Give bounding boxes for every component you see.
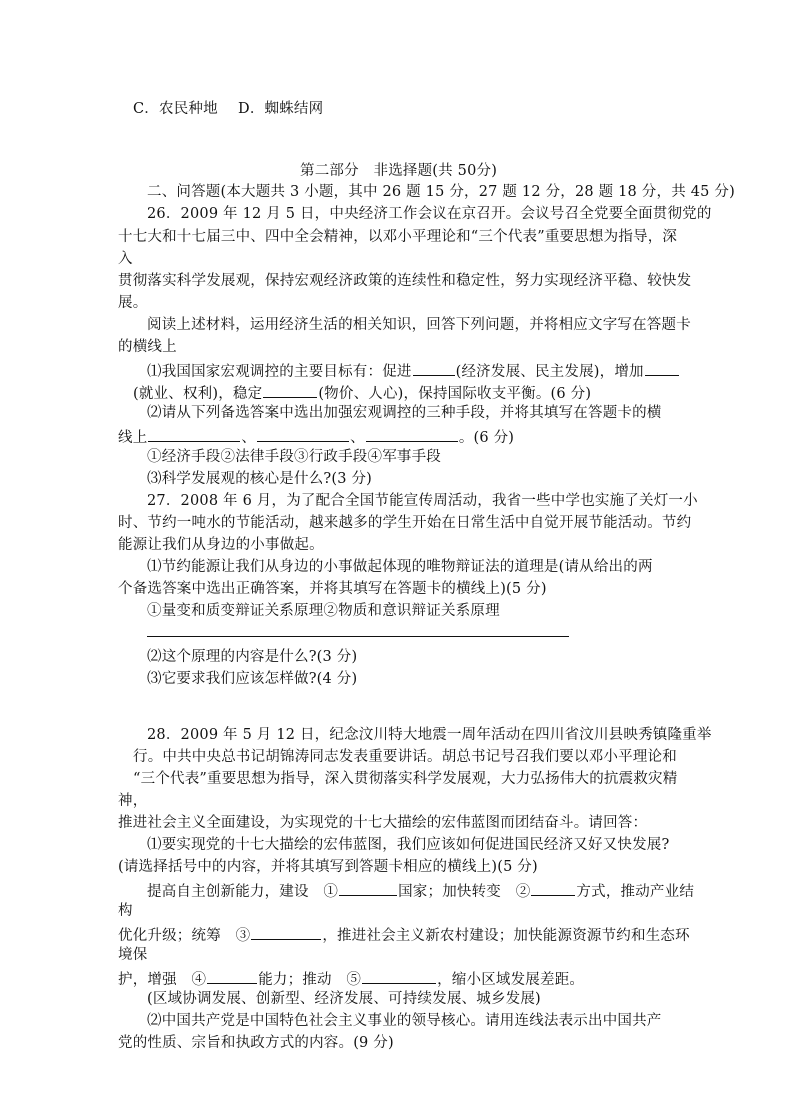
answer-blank-9[interactable] bbox=[251, 924, 321, 940]
q26-intro1: 阅读上述材料，运用经济生活的相关知识，回答下列问题，并将相应文字写在答题卡 bbox=[147, 317, 691, 333]
q26-sub1-text-d: (物价、人心)，保持国际收支平衡。(6 分) bbox=[318, 386, 592, 402]
section-heading: 二、问答题(本大题共 3 小题，其中 26 题 15 分，27 题 12 分，28 题 18 分，共 45 分) bbox=[147, 184, 735, 200]
q28-line5: 推进社会主义全面建设，为实现党的十七大描绘的宏伟蓝图而团结奋斗。请回答： bbox=[118, 815, 648, 831]
q27-options: ①量变和质变辩证关系原理②物质和意识辩证关系原理 bbox=[147, 603, 500, 619]
q26-sub2-line2 bbox=[118, 426, 514, 447]
part-title: 第二部分 非选择题(共 50分) bbox=[300, 163, 498, 179]
option-c: C．农民种地 bbox=[133, 101, 218, 117]
q28-fill-text-5a: 护，增强 ④ bbox=[118, 972, 207, 988]
q28-sub2-line2: 党的性质、宗旨和执政方式的内容。(9 分) bbox=[118, 1035, 394, 1051]
answer-blank-6[interactable] bbox=[366, 426, 458, 442]
answer-blank-7[interactable] bbox=[339, 880, 397, 896]
answer-blank-2[interactable] bbox=[645, 360, 679, 376]
option-d: D．蜘蛛结网 bbox=[238, 101, 324, 117]
q26-intro2: 的横线上 bbox=[118, 339, 177, 355]
q28-options: (区域协调发展、创新型、经济发展、可持续发展、城乡发展) bbox=[147, 991, 541, 1007]
q26-options: ①经济手段②法律手段③行政手段④军事手段 bbox=[147, 449, 441, 465]
q26-line4: 贯彻落实科学发展观，保持宏观经济政策的连续性和稳定性，努力实现经济平稳、较快发 bbox=[118, 273, 692, 289]
q28-fill-line2: 构 bbox=[118, 903, 133, 919]
q27-line1: 27．2008 年 6 月，为了配合全国节能宣传周活动，我省一些中学也实施了关灯一小 bbox=[147, 493, 698, 509]
q26-sub2-line1: ⑵请从下列备选答案中选出加强宏观调控的三种手段，并将其填写在答题卡的横 bbox=[147, 405, 662, 421]
q26-sub1-text-c: (就业、权利)，稳定 bbox=[133, 386, 263, 402]
q27-sub2: ⑵这个原理的内容是什么?(3 分) bbox=[147, 649, 358, 665]
q26-line1: 26．2009 年 12 月 5 日，中央经济工作会议在京召开。会议号召全党要全面贯彻党的 bbox=[147, 206, 712, 222]
q28-fill-text-5b: 能力；推动 ⑤ bbox=[258, 972, 362, 988]
q27-line3: 能源让我们从身边的小事做起。 bbox=[118, 537, 324, 553]
separator: 、 bbox=[350, 430, 365, 446]
q28-fill-text-3b: ，推进社会主义新农村建设；加快能源资源节约和生态环 bbox=[322, 928, 690, 944]
q28-fill-text-1c: 方式，推动产业结 bbox=[576, 884, 695, 900]
answer-blank-11[interactable] bbox=[362, 968, 436, 984]
q26-line5: 展。 bbox=[118, 295, 148, 311]
q28-sub1-line1: ⑴要实现党的十七大描绘的宏伟蓝图，我们应该如何促进国民经济又好又快发展? bbox=[147, 837, 670, 853]
q28-fill-line3 bbox=[118, 924, 690, 945]
q26-sub3: ⑶科学发展观的核心是什么?(3 分) bbox=[147, 471, 373, 487]
answer-blank-5[interactable] bbox=[257, 426, 349, 442]
q26-sub1-line1 bbox=[147, 360, 680, 381]
q26-line2: 十七大和十七届三中、四中全会精神，以邓小平理论和“三个代表”重要思想为指导，深 bbox=[118, 229, 678, 245]
answer-line[interactable] bbox=[147, 636, 569, 637]
q26-sub1-text-a: ⑴我国国家宏观调控的主要目标有：促进 bbox=[147, 364, 412, 380]
q28-line2: 行。中共中央总书记胡锦涛同志发表重要讲话。胡总书记号召我们要以邓小平理论和 bbox=[133, 749, 677, 765]
q28-fill-text-3a: 优化升级；统筹 ③ bbox=[118, 928, 251, 944]
q28-fill-line4: 境保 bbox=[118, 947, 148, 963]
q26-sub1-line2 bbox=[133, 382, 591, 403]
q27-sub1-line2: 个备选答案中选出正确答案，并将其填写在答题卡的横线上)(5 分) bbox=[118, 581, 547, 597]
q28-line3: “三个代表”重要思想为指导，深入贯彻落实科学发展观，大力弘扬伟大的抗震救灾精 bbox=[133, 771, 678, 787]
q28-line1: 28．2009 年 5 月 12 日，纪念汶川特大地震一周年活动在四川省汶川县映秀镇隆重举 bbox=[147, 727, 712, 743]
q28-sub1-line2: (请选择括号中的内容，并将其填写到答题卡相应的横线上)(5 分) bbox=[118, 859, 538, 875]
separator: 、 bbox=[241, 430, 257, 446]
q28-fill-text-1a: 提高自主创新能力，建设 ① bbox=[147, 884, 339, 900]
q28-line4: 神， bbox=[118, 793, 148, 809]
q28-fill-text-5c: ，缩小区域发展差距。 bbox=[437, 972, 585, 988]
q26-line3: 入 bbox=[118, 251, 133, 267]
answer-blank-10[interactable] bbox=[207, 968, 257, 984]
q27-sub3: ⑶它要求我们应该怎样做?(4 分) bbox=[147, 671, 358, 687]
q26-sub2-end: 。(6 分) bbox=[458, 430, 515, 446]
q28-sub2-line1: ⑵中国共产党是中国特色社会主义事业的领导核心。请用连线法表示出中国共产 bbox=[147, 1013, 662, 1029]
answer-blank-3[interactable] bbox=[263, 382, 317, 398]
q28-fill-text-1b: 国家；加快转变 ② bbox=[398, 884, 531, 900]
q26-sub2-text: 线上 bbox=[118, 430, 148, 446]
answer-blank-1[interactable] bbox=[413, 360, 455, 376]
answer-blank-8[interactable] bbox=[531, 880, 575, 896]
q27-sub1-line1: ⑴节约能源让我们从身边的小事做起体现的唯物辩证法的道理是(请从给出的两 bbox=[147, 559, 653, 575]
answer-blank-4[interactable] bbox=[148, 426, 240, 442]
q28-fill-line1 bbox=[147, 880, 694, 901]
q27-line2: 时、节约一吨水的节能活动，越来越多的学生开始在日常生活中自觉开展节能活动。节约 bbox=[118, 515, 692, 531]
q26-sub1-text-b: (经济发展、民主发展)，增加 bbox=[455, 364, 644, 380]
q28-fill-line5 bbox=[118, 968, 584, 989]
